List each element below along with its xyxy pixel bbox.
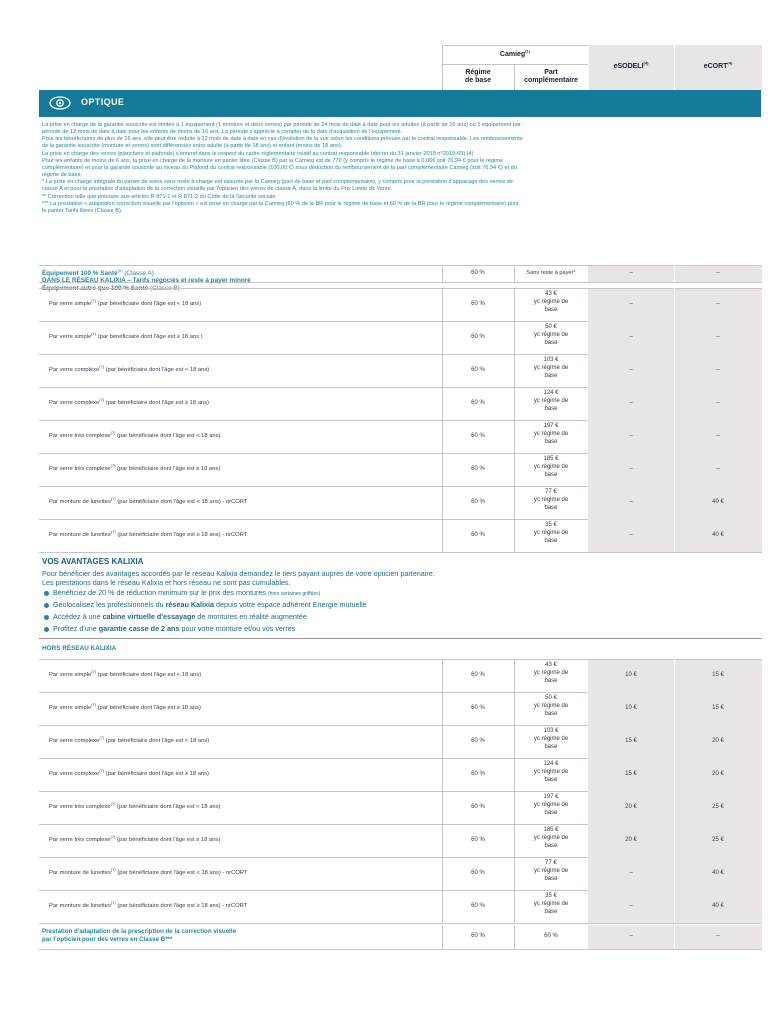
esodeli-value: – bbox=[629, 399, 633, 406]
row-divider bbox=[39, 949, 762, 950]
row-label-main: Par verre complexe bbox=[49, 737, 100, 744]
row-label-main: Par monture de lunettes bbox=[49, 869, 111, 876]
row-label-main: Par monture de lunettes bbox=[49, 531, 111, 538]
part-line: base bbox=[544, 876, 558, 882]
row-label-main: Par verre complexe bbox=[49, 366, 100, 373]
row-label-rest: (par bénéficiaire dont l'âge est ≥ 18 ans) - nrCORT bbox=[115, 902, 248, 909]
part-line: 43 € bbox=[545, 291, 557, 297]
row-label-main: Par verre simple bbox=[49, 300, 92, 307]
part-line: 124 € bbox=[543, 761, 559, 767]
row-label-main: Par verre simple bbox=[49, 704, 92, 711]
row-divider bbox=[39, 659, 762, 660]
esodeli-value: – bbox=[629, 300, 633, 307]
prestation-ecort: – bbox=[716, 933, 720, 939]
part-line: 77 € bbox=[545, 860, 557, 866]
part-complementaire-value bbox=[514, 290, 588, 314]
part-complementaire-value bbox=[514, 859, 588, 883]
part-complementaire-value bbox=[514, 826, 588, 850]
ecort-value: 40 € bbox=[712, 869, 724, 876]
row-label-main: Par verre très complexe bbox=[49, 803, 111, 810]
regime-value: 60 % bbox=[471, 399, 485, 406]
ecort-value: 15 € bbox=[712, 671, 724, 678]
esodeli-value: – bbox=[629, 465, 633, 472]
row-label-sup: (7) bbox=[91, 668, 97, 674]
equip100-regime: 60 % bbox=[471, 270, 485, 276]
part-line: yc régime de bbox=[533, 868, 569, 874]
part-line: base bbox=[544, 505, 558, 511]
part-complementaire-value bbox=[514, 661, 588, 685]
row-label-sup: (7) bbox=[91, 330, 97, 336]
part-line: yc régime de bbox=[533, 365, 569, 371]
part-line: 103 € bbox=[543, 357, 559, 363]
prestation-label: Prestation d'adaptation de la prescription de la correction visuelle par l'opticien pour des verres en Classe B*** bbox=[42, 928, 237, 943]
ecort-value: 20 € bbox=[712, 770, 724, 777]
regime-value: 60 % bbox=[471, 704, 485, 711]
esodeli-value: – bbox=[629, 498, 633, 505]
part-complementaire-value bbox=[514, 760, 588, 784]
row-label-rest: (par bénéficiaire dont l'âge est < 18 ans) bbox=[96, 300, 202, 307]
table-row-label bbox=[49, 462, 221, 472]
intro-line: La prise en charge de la garantie souscrite est limitée à 1 équipement (1 monture et deux verres) par période de 24 mois de date à date pour les adultes (à partir de 16 ans) ou 1 équipement par bbox=[42, 122, 521, 128]
esodeli-value: 15 € bbox=[625, 737, 637, 744]
regime-value: 60 % bbox=[471, 770, 485, 777]
table-row-label bbox=[49, 734, 210, 744]
row-label-rest: (par bénéficiaire dont l'âge est < 18 ans) bbox=[115, 432, 221, 439]
intro-line: période de 12 mois de date à date pour les enfants de moins de 16 ans. La période s'apprécie à compter de la date d'acquisition de l'équipement. bbox=[42, 129, 403, 136]
row-label-rest: (par bénéficiaire dont l'âge est < 18 ans) bbox=[104, 737, 210, 744]
part-line: yc régime de bbox=[533, 901, 569, 907]
table-row-label bbox=[49, 429, 221, 439]
equip100-esodeli: – bbox=[629, 270, 633, 276]
part-complementaire-value bbox=[514, 793, 588, 817]
row-label-rest: (par bénéficiaire dont l'âge est < 18 ans) bbox=[115, 803, 221, 810]
intro-line: le panier Tarifs libres (Classe B). bbox=[42, 207, 123, 214]
regime-value: 60 % bbox=[471, 498, 485, 505]
esodeli-value: – bbox=[629, 869, 633, 876]
part-line: base bbox=[544, 711, 558, 717]
ecort-value: – bbox=[716, 432, 720, 439]
part-line: 185 € bbox=[543, 456, 559, 462]
bullet-icon bbox=[44, 627, 49, 632]
regime-value: 60 % bbox=[471, 836, 485, 843]
advantages-title: VOS AVANTAGES KALIXIA bbox=[42, 557, 144, 566]
row-label-main: Par verre très complexe bbox=[49, 432, 111, 439]
ecort-value: 40 € bbox=[712, 498, 724, 505]
section-title: OPTIQUE bbox=[81, 97, 125, 107]
prestation-regime: 60 % bbox=[471, 933, 485, 939]
regime-value: 60 % bbox=[471, 366, 485, 373]
advantages-line1: Pour bénéficier des avantages accordés par le réseau Kalixia demandez le tiers payant auprès de votre opticien partenaire. bbox=[42, 569, 435, 578]
row-label-rest: (par bénéficiaire dont l'âge est ≥ 18 ans) bbox=[115, 836, 221, 843]
part-complementaire-value bbox=[514, 389, 588, 413]
esodeli-header: eSODELI$^{(4)}$ bbox=[613, 60, 649, 70]
part-line: yc régime de bbox=[533, 464, 569, 470]
part-line: 35 € bbox=[545, 522, 557, 528]
regime-value: 60 % bbox=[471, 803, 485, 810]
row-label-sup: (7) bbox=[110, 833, 116, 839]
header-divider bbox=[442, 64, 588, 65]
kalixia-section-title: DANS LE RÉSEAU KALIXIA – Tarifs négociés et reste à payer minoré bbox=[42, 277, 251, 284]
table-row-label bbox=[49, 899, 248, 909]
header-divider bbox=[442, 45, 588, 46]
table-row-label bbox=[49, 800, 221, 810]
equip100-part: Sans reste à payer* bbox=[526, 270, 576, 276]
esodeli-value: 20 € bbox=[625, 836, 637, 843]
part-complementaire-value bbox=[514, 694, 588, 718]
row-divider bbox=[39, 265, 762, 266]
intro-line: Pour les enfants de moins de 6 ans, la prise en charge de la monture en panier libre (Classe B) par la Camieg est de 77€ (y compris le régime de base à 0,06€ soit 76,94 € pour le régime bbox=[42, 157, 504, 164]
bullet-icon bbox=[44, 615, 49, 620]
intro-line: classe A et pour la prestation d'adaptation de la correction visuelle par l'opticien des verres de classe A, dans la limite du Prix Limite de Vente. bbox=[42, 186, 393, 193]
intro-line: Pour les bénéficiaires de plus de 16 ans, elle peut être réduite à 12 mois de date à date en cas d'évolution de la vue selon les conditions prévues par le contrat responsable. Les remboursements bbox=[42, 136, 523, 143]
part-line: yc régime de bbox=[533, 835, 569, 841]
part-line: 124 € bbox=[543, 390, 559, 396]
prestation-part: 60 % bbox=[544, 933, 558, 939]
part-complementaire-value bbox=[514, 488, 588, 512]
row-label-main: Par verre simple bbox=[49, 333, 92, 340]
intro-line: * La prise en charge intégrale du panier de soins sans reste à charge est assurée par la Camieg (part de base et part complémentaire), y compris pour la prestation d'appairage des verres de bbox=[42, 179, 513, 186]
esodeli-value: 20 € bbox=[625, 803, 637, 810]
regime-de-base-header: Régime de base bbox=[464, 69, 492, 84]
table-row-label bbox=[49, 396, 209, 406]
row-label-rest: (par bénéficiaire dont l'âge est ≥ 18 ans) bbox=[115, 465, 221, 472]
ecort-value: – bbox=[716, 399, 720, 406]
row-label-sup: (7) bbox=[110, 800, 116, 806]
ecort-header: eCORT$^{(4)}$ bbox=[703, 60, 733, 70]
part-line: yc régime de bbox=[533, 497, 569, 503]
ecort-value: 25 € bbox=[712, 803, 724, 810]
row-label-sup: (7) bbox=[110, 462, 116, 468]
part-line: 77 € bbox=[545, 489, 557, 495]
ecort-value: 25 € bbox=[712, 836, 724, 843]
esodeli-value: – bbox=[629, 902, 633, 909]
part-line: 103 € bbox=[543, 728, 559, 734]
equip100-label: Équipement 100 % Santé$^{(5)}$ (Classe A) bbox=[42, 267, 154, 277]
part-line: 35 € bbox=[545, 893, 557, 899]
ecort-value: 20 € bbox=[712, 737, 724, 744]
eye-icon bbox=[48, 94, 72, 112]
row-label-main: Par verre complexe bbox=[49, 399, 100, 406]
row-label-sup: (7) bbox=[110, 528, 116, 534]
row-label-sup: (7) bbox=[110, 495, 116, 501]
part-line: base bbox=[544, 538, 558, 544]
part-line: base bbox=[544, 373, 558, 379]
ecort-value: – bbox=[716, 333, 720, 340]
row-label-rest: (par bénéficiaire dont l'âge est < 18 ans) bbox=[96, 671, 202, 678]
part-complementaire-value bbox=[514, 323, 588, 347]
part-line: base bbox=[544, 340, 558, 346]
part-line: base bbox=[544, 744, 558, 750]
part-line: base bbox=[544, 439, 558, 445]
row-label-rest: (par bénéficiaire dont l'âge est < 18 ans) - nrCORT bbox=[115, 869, 248, 876]
table-row-label bbox=[49, 866, 248, 876]
intro-line: *** La prestation « adaptation correction visuelle par l'opticien » est prise en charge par la Camieg (60 % de la BR pour le régime de base et 60 % de la BR pour le régime complémentaire) pour bbox=[42, 200, 519, 207]
row-label-sup: (7) bbox=[99, 767, 105, 773]
esodeli-value: – bbox=[629, 531, 633, 538]
esodeli-value: – bbox=[629, 366, 633, 373]
table-row-label bbox=[49, 330, 203, 340]
row-label-sup: (7) bbox=[91, 297, 97, 303]
row-label-sup: (7) bbox=[99, 396, 105, 402]
regime-value: 60 % bbox=[471, 465, 485, 472]
table-row-label bbox=[49, 767, 209, 777]
advantage-item-reduction: Bénéficiez de 20 % de réduction minimum sur le prix des montures (hors certaines griffées) bbox=[53, 588, 321, 597]
intro-text bbox=[42, 122, 758, 215]
bullet-icon bbox=[44, 591, 49, 596]
row-divider bbox=[39, 552, 762, 553]
row-label-main: Par verre complexe bbox=[49, 770, 100, 777]
row-label-sup: (7) bbox=[110, 899, 116, 905]
row-label-main: Par verre très complexe bbox=[49, 465, 111, 472]
intro-line: régime de base. bbox=[42, 172, 83, 179]
ecort-value: 40 € bbox=[712, 531, 724, 538]
part-line: base bbox=[544, 909, 558, 915]
section-header-optique bbox=[39, 90, 761, 117]
regime-value: 60 % bbox=[471, 300, 485, 307]
equip100-ecort: – bbox=[716, 270, 720, 276]
row-label-main: Par verre très complexe bbox=[49, 836, 111, 843]
part-complementaire-header: Part complémentaire bbox=[524, 69, 578, 84]
bullet-icon bbox=[44, 603, 49, 608]
regime-value: 60 % bbox=[471, 333, 485, 340]
advantage-item-cabine: Accédez à une cabine virtuelle d'essayage de montures en réalité augmentée bbox=[53, 612, 307, 621]
regime-value: 60 % bbox=[471, 737, 485, 744]
part-line: base bbox=[544, 307, 558, 313]
table-row-label bbox=[49, 833, 221, 843]
part-complementaire-value bbox=[514, 356, 588, 380]
row-label-rest: (par bénéficiaire dont l'âge est < 18 ans) bbox=[104, 366, 210, 373]
part-line: yc régime de bbox=[533, 769, 569, 775]
part-line: 50 € bbox=[545, 324, 557, 330]
part-line: yc régime de bbox=[533, 736, 569, 742]
part-complementaire-value bbox=[514, 727, 588, 751]
table-row-label bbox=[49, 297, 202, 307]
prestation-esodeli: – bbox=[629, 933, 633, 939]
part-line: base bbox=[544, 678, 558, 684]
esodeli-value: 10 € bbox=[625, 704, 637, 711]
part-line: base bbox=[544, 777, 558, 783]
ecort-value: – bbox=[716, 465, 720, 472]
part-line: 50 € bbox=[545, 695, 557, 701]
ecort-value: – bbox=[716, 366, 720, 373]
part-line: yc régime de bbox=[533, 530, 569, 536]
part-line: base bbox=[544, 810, 558, 816]
part-line: yc régime de bbox=[533, 670, 569, 676]
part-line: 185 € bbox=[543, 827, 559, 833]
row-label-rest: (par bénéficiaire dont l'âge est < 18 ans) - nrCORT bbox=[115, 498, 248, 505]
section-divider bbox=[39, 638, 762, 639]
part-line: base bbox=[544, 843, 558, 849]
intro-line: ** Correction telle que précisée aux articles R 871-1 et R 871-2 du Code de la Sécurité sociale. bbox=[42, 193, 278, 200]
esodeli-value: – bbox=[629, 333, 633, 340]
intro-line: La prise en charge des verres (planchers et plafonds) s'entend dans le respect du cadre réglementaire relatif au contrat responsable (décret du 31 janvier 2019 n°2019-65).(4) bbox=[42, 150, 474, 157]
part-line: 197 € bbox=[543, 423, 559, 429]
part-line: 43 € bbox=[545, 662, 557, 668]
row-label-main: Par monture de lunettes bbox=[49, 902, 111, 909]
table-row-label bbox=[49, 495, 248, 505]
part-line: base bbox=[544, 406, 558, 412]
esodeli-value: – bbox=[629, 432, 633, 439]
row-label-sup: (7) bbox=[110, 429, 116, 435]
part-line: yc régime de bbox=[533, 332, 569, 338]
advantage-item-garantie: Profitez d'une garantie casse de 2 ans pour votre monture et/ou vos verres bbox=[53, 624, 296, 633]
esodeli-value: 15 € bbox=[625, 770, 637, 777]
ecort-value: – bbox=[716, 300, 720, 307]
table-row-label bbox=[49, 701, 201, 711]
hors-reseau-section-title: HORS RÉSEAU KALIXIA bbox=[42, 645, 117, 652]
row-label-sup: (7) bbox=[99, 734, 105, 740]
row-label-main: Par monture de lunettes bbox=[49, 498, 111, 505]
regime-value: 60 % bbox=[471, 531, 485, 538]
advantage-item-geolocalisation: Géolocalisez les professionnels du réseau Kalixia depuis votre espace adhérent Energie mutuelle bbox=[53, 600, 367, 609]
esodeli-value: 10 € bbox=[625, 671, 637, 678]
regime-value: 60 % bbox=[471, 671, 485, 678]
table-row-label bbox=[49, 668, 202, 678]
part-line: yc régime de bbox=[533, 299, 569, 305]
row-label-sup: (7) bbox=[99, 363, 105, 369]
row-label-sup: (7) bbox=[91, 701, 97, 707]
row-label-main: Par verre simple bbox=[49, 671, 92, 678]
part-line: base bbox=[544, 472, 558, 478]
row-divider bbox=[39, 288, 762, 289]
row-label-rest: (par bénéficiaire dont l'âge est ≥ 18 ans) bbox=[96, 704, 201, 711]
part-line: yc régime de bbox=[533, 703, 569, 709]
camieg-header: Camieg$^{(1)}$ bbox=[499, 48, 531, 58]
ecort-value: 15 € bbox=[712, 704, 724, 711]
part-complementaire-value bbox=[514, 892, 588, 916]
part-line: yc régime de bbox=[533, 431, 569, 437]
row-label-rest: (par bénéficiaire dont l'âge est ≥ 18 ans) bbox=[104, 399, 209, 406]
part-line: yc régime de bbox=[533, 802, 569, 808]
part-complementaire-value bbox=[514, 455, 588, 479]
part-complementaire-value bbox=[514, 521, 588, 545]
part-line: yc régime de bbox=[533, 398, 569, 404]
row-label-sup: (7) bbox=[110, 866, 116, 872]
regime-value: 60 % bbox=[471, 432, 485, 439]
row-label-rest: (par bénéficiaire dont l'âge est ≥ 18 ans) - nrCORT bbox=[115, 531, 248, 538]
row-label-rest: (par bénéficiaire dont l'âge est ≥ 18 ans ) bbox=[96, 333, 203, 340]
advantages-line2: Les prestations dans le réseau Kalixia et hors réseau ne sont pas cumulables. bbox=[42, 578, 291, 587]
part-complementaire-value bbox=[514, 422, 588, 446]
row-label-rest: (par bénéficiaire dont l'âge est ≥ 18 ans) bbox=[104, 770, 209, 777]
intro-line: de la garantie souscrite (monture et verres) sont différenciés entre adulte (à partir de 18 ans) et enfant (moins de 18 ans). bbox=[42, 143, 343, 150]
intro-line: complémentaire) et pour la garantie souscrite au niveau du Plafond du contrat responsable (100,00 €) sous déduction du remboursement de la part complémentaire Camieg (soit 76,94 €) et du bbox=[42, 164, 517, 171]
regime-value: 60 % bbox=[471, 902, 485, 909]
table-row-label bbox=[49, 528, 248, 538]
row-divider bbox=[39, 923, 762, 924]
regime-value: 60 % bbox=[471, 869, 485, 876]
part-line: 197 € bbox=[543, 794, 559, 800]
ecort-value: 40 € bbox=[712, 902, 724, 909]
table-row-label bbox=[49, 363, 210, 373]
